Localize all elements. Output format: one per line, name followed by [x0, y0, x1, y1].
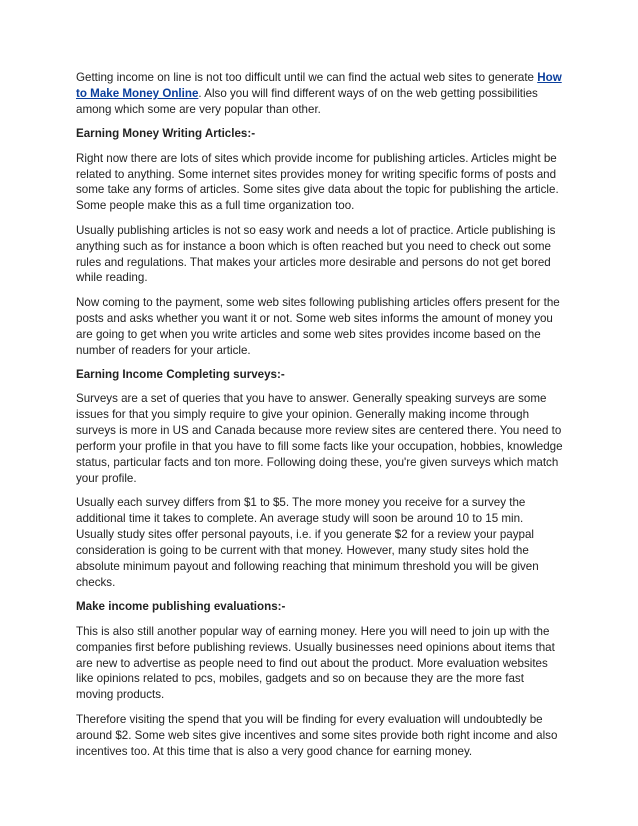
document-page: [76, 70, 564, 768]
section-heading-evaluations: Make income publishing evaluations:-: [76, 600, 286, 614]
how-to-make-money-online-link[interactable]: How to Make Money Online: [76, 71, 562, 100]
paragraph: This is also still another popular way of earning money. Here you will need to join up with the companies first before publishing reviews. Usually businesses need opinions about items that are new to advertise as people need to find out about the product. More evaluation websites like opinions related to pcs, mobiles, gadgets and so on because they are the more fast moving products.: [76, 624, 555, 702]
intro-paragraph: [76, 70, 564, 118]
section-heading-surveys: Earning Income Completing surveys:-: [76, 368, 285, 381]
paragraph: Usually publishing articles is not so easy work and needs a lot of practice. Article publishing is anything such as for instance a boon which is often reached but you need to check out some rules and regulations. That makes your articles more desirable and persons do not get bored while reading.: [76, 223, 556, 285]
paragraph: Therefore visiting the spend that you will be finding for every evaluation will undoubtedly be around $2. Some web sites give incentives and some sites provide both right income and also incentives too. At this time that is also a very good chance for earning money.: [76, 712, 558, 758]
paragraph: Usually each survey differs from $1 to $5. The more money you receive for a survey the additional time it takes to complete. An average study will soon be around 10 to 15 min. Usually study sites offer personal payouts, i.e. if you generate $2 for a review your paypal consideration is going to be current with that money. However, many study sites hold the absolute minimum payout and following reaching that minimum threshold you will be given checks.: [76, 496, 539, 589]
intro-text-start: Getting income on line is not too difficult until we can find the actual web sites to generate: [76, 71, 538, 84]
paragraph: Surveys are a set of queries that you have to answer. Generally speaking surveys are some issues for that you simply require to give your opinion. Generally making income through surveys is more in US and Canada because more review sites are centered there. You need to perform your profile in that you have to fill some facts like your occupation, hobbies, knowledge status, particular facts and ton more. Following doing these, you're given surveys which match your profile.: [76, 392, 563, 485]
paragraph: Now coming to the payment, some web sites following publishing articles offers present for the posts and asks whether you want it or not. Some web sites informs the amount of money you are going to get when you write articles and some web sites provides income based on the number of readers for your article.: [76, 295, 560, 357]
paragraph: Right now there are lots of sites which provide income for publishing articles. Articles might be related to anything. Some internet sites provides money for writing specific forms of posts and some take any forms of articles. Some sites give data about the topic for publishing the article. Some people make this as a full time organization too.: [76, 151, 559, 213]
section-heading-writing-articles: Earning Money Writing Articles:-: [76, 127, 256, 141]
intro-text-end: . Also you will find different ways of on the web getting possibilities among which some are very popular than other.: [76, 86, 538, 116]
